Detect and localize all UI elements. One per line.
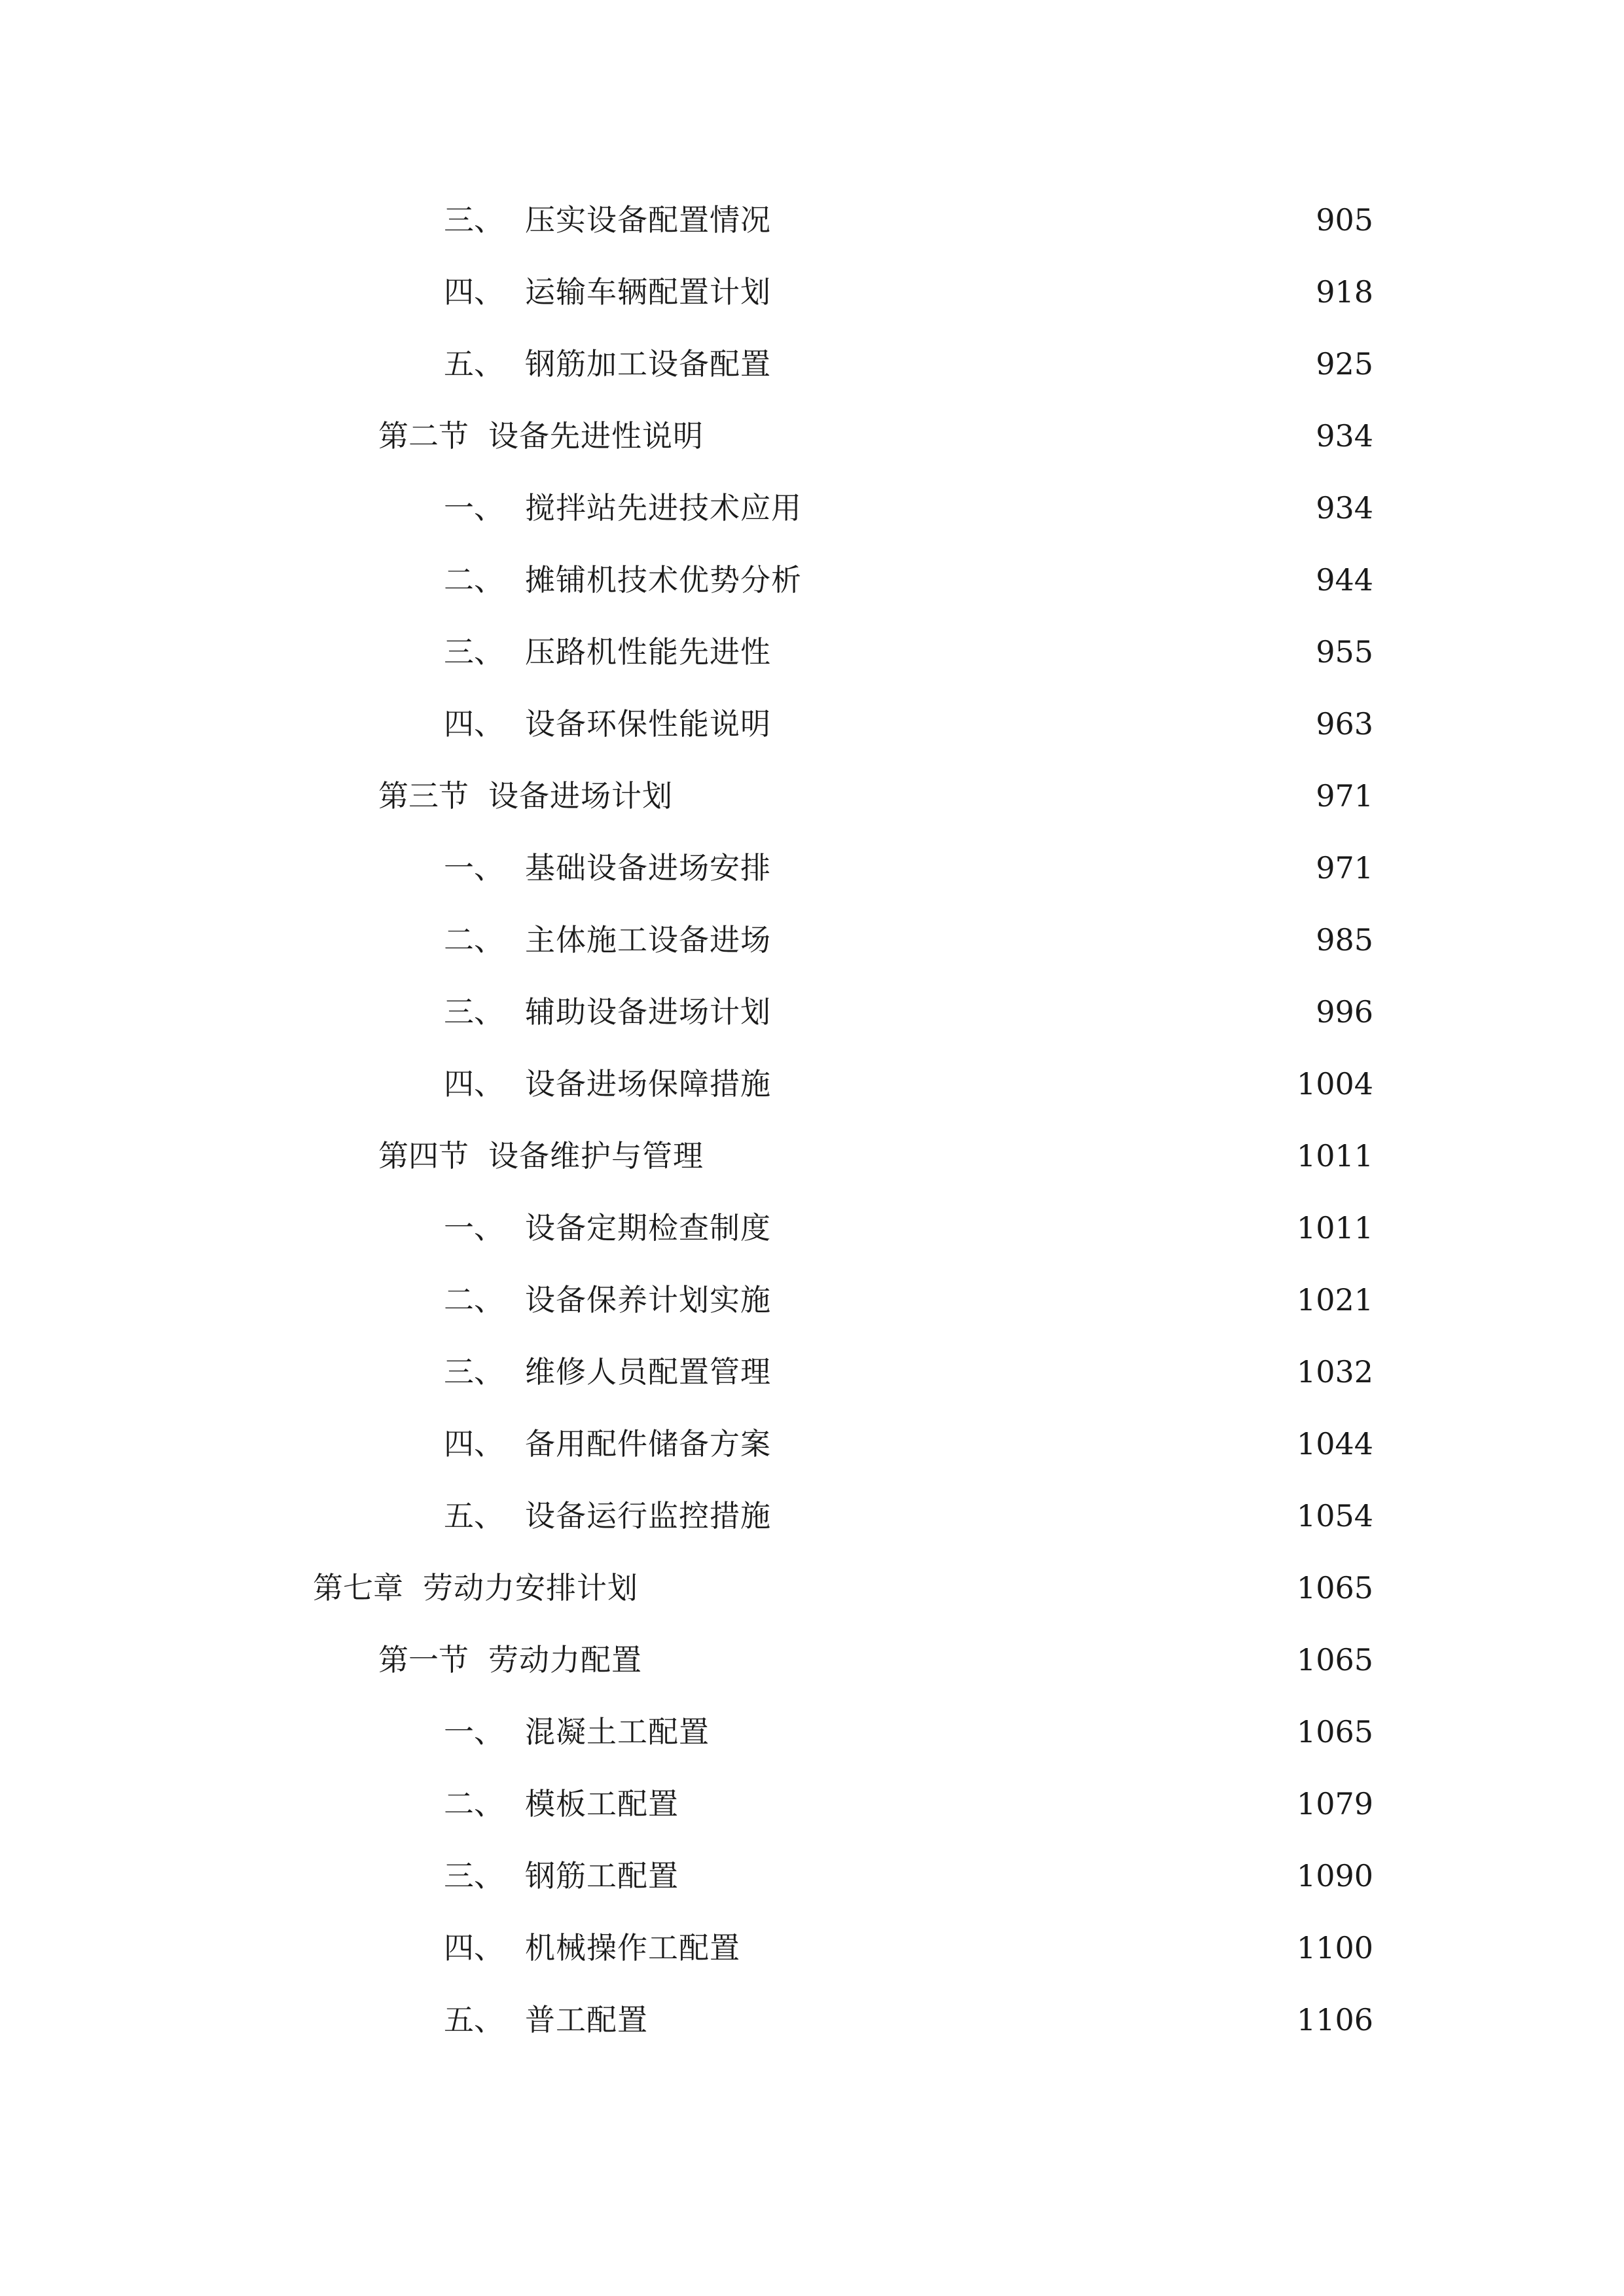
toc-entry[interactable]	[444, 1346, 1373, 1398]
toc-entry-page: 955	[1316, 634, 1373, 670]
dot-leader	[646, 1562, 1288, 1614]
toc-entry-number: 第四节	[378, 1138, 469, 1174]
toc-entry-page: 1004	[1296, 1066, 1373, 1102]
toc-entry[interactable]	[444, 626, 1373, 678]
toc-entry-number: 五、	[444, 1498, 504, 1534]
toc-entry[interactable]	[444, 842, 1373, 894]
toc-entry-number: 三、	[444, 994, 504, 1030]
toc-entry[interactable]	[444, 1850, 1373, 1902]
dot-leader	[712, 410, 1307, 462]
toc-entry[interactable]	[444, 1202, 1373, 1254]
toc-entry-title: 设备进场计划	[488, 778, 673, 814]
toc-entry-title: 维修人员配置管理	[525, 1354, 771, 1390]
dot-leader	[810, 482, 1307, 534]
dot-leader	[687, 1778, 1288, 1830]
toc-entry-title: 劳动力安排计划	[423, 1570, 638, 1605]
toc-entry-number: 一、	[444, 1210, 504, 1246]
toc-entry-number: 一、	[444, 850, 504, 886]
toc-entry-page: 963	[1316, 706, 1373, 742]
toc-entry-page: 1011	[1296, 1138, 1373, 1174]
dot-leader	[717, 1706, 1288, 1758]
toc-entry-title: 钢筋加工设备配置	[525, 346, 771, 382]
toc-entry-title: 运输车辆配置计划	[525, 274, 771, 310]
dot-leader	[712, 1130, 1288, 1182]
toc-entry-page: 1065	[1296, 1714, 1373, 1749]
toc-entry-title: 机械操作工配置	[525, 1930, 740, 1965]
dot-leader	[779, 1058, 1288, 1110]
toc-entry-title: 设备维护与管理	[488, 1138, 704, 1174]
toc-entry-page: 934	[1316, 418, 1373, 454]
dot-leader	[681, 770, 1307, 822]
toc-entry[interactable]	[444, 554, 1373, 606]
toc-entry-title: 设备进场保障措施	[525, 1066, 771, 1102]
toc-entry-number: 四、	[444, 1930, 504, 1965]
toc-entry-number: 第三节	[378, 778, 469, 814]
toc-entry[interactable]	[444, 1490, 1373, 1542]
toc-entry[interactable]	[444, 1994, 1373, 2046]
dot-leader	[779, 1418, 1288, 1470]
toc-entry[interactable]	[444, 1706, 1373, 1758]
toc-entry-page: 1032	[1296, 1354, 1373, 1390]
dot-leader	[779, 1202, 1288, 1254]
toc-entry[interactable]	[444, 1418, 1373, 1470]
toc-entry[interactable]	[444, 914, 1373, 966]
toc-entry-title: 设备先进性说明	[488, 418, 704, 454]
toc-entry[interactable]	[313, 1562, 1373, 1614]
toc-entry-page: 1090	[1296, 1858, 1373, 1893]
toc-entry-number: 二、	[444, 562, 504, 598]
toc-entry[interactable]	[378, 410, 1373, 462]
dot-leader	[779, 698, 1307, 750]
toc-entry-number: 第二节	[378, 418, 469, 454]
toc-entry-title: 搅拌站先进技术应用	[525, 490, 802, 526]
toc-entry[interactable]	[444, 698, 1373, 750]
toc-entry-number: 三、	[444, 1858, 504, 1893]
toc-entry-title: 模板工配置	[525, 1786, 679, 1821]
toc-entry-page: 1021	[1296, 1282, 1373, 1318]
toc-entry-title: 辅助设备进场计划	[525, 994, 771, 1030]
toc-entry-title: 基础设备进场安排	[525, 850, 771, 886]
toc-entry-title: 主体施工设备进场	[525, 922, 771, 958]
toc-entry[interactable]	[444, 1274, 1373, 1326]
dot-leader	[810, 554, 1307, 606]
toc-entry-number: 三、	[444, 1354, 504, 1390]
toc-entry-page: 1044	[1296, 1426, 1373, 1462]
dot-leader	[779, 986, 1307, 1038]
dot-leader	[779, 1346, 1288, 1398]
toc-entry-page: 925	[1316, 346, 1373, 382]
dot-leader	[687, 1850, 1288, 1902]
toc-entry[interactable]	[444, 482, 1373, 534]
toc-entry-title: 劳动力配置	[488, 1642, 642, 1677]
dot-leader	[779, 914, 1307, 966]
toc-entry-page: 1065	[1296, 1642, 1373, 1677]
toc-entry-number: 三、	[444, 634, 504, 670]
toc-entry[interactable]	[444, 1778, 1373, 1830]
toc-entry[interactable]	[444, 1922, 1373, 1974]
toc-entry-number: 二、	[444, 922, 504, 958]
toc-entry-page: 996	[1316, 994, 1373, 1030]
toc-entry-page: 1054	[1296, 1498, 1373, 1534]
toc-entry-number: 四、	[444, 706, 504, 742]
toc-entry-number: 第七章	[313, 1570, 403, 1605]
toc-entry-page: 1106	[1296, 2002, 1373, 2037]
toc-entry-page: 971	[1316, 778, 1373, 814]
toc-entry-page: 944	[1316, 562, 1373, 598]
toc-entry[interactable]	[444, 194, 1373, 246]
toc-entry-number: 一、	[444, 490, 504, 526]
toc-entry-number: 四、	[444, 1066, 504, 1102]
dot-leader	[650, 1634, 1288, 1686]
dot-leader	[779, 338, 1307, 390]
toc-entry-page: 971	[1316, 850, 1373, 886]
dot-leader	[779, 1490, 1288, 1542]
toc-entry-number: 五、	[444, 2002, 504, 2037]
toc-entry[interactable]	[378, 1634, 1373, 1686]
toc-entry-title: 备用配件储备方案	[525, 1426, 771, 1462]
toc-entry-page: 1011	[1296, 1210, 1373, 1246]
toc-entry[interactable]	[444, 266, 1373, 318]
toc-entry-title: 设备定期检查制度	[525, 1210, 771, 1246]
toc-entry-number: 四、	[444, 274, 504, 310]
dot-leader	[656, 1994, 1288, 2046]
toc-entry-number: 二、	[444, 1786, 504, 1821]
dot-leader	[779, 626, 1307, 678]
dot-leader	[779, 194, 1307, 246]
toc-entry-number: 三、	[444, 202, 504, 238]
toc-entry-page: 1079	[1296, 1786, 1373, 1821]
toc-entry-title: 设备运行监控措施	[525, 1498, 771, 1534]
dot-leader	[779, 1274, 1288, 1326]
toc-entry-number: 第一节	[378, 1642, 469, 1677]
toc-entry-number: 二、	[444, 1282, 504, 1318]
toc-entry-title: 摊铺机技术优势分析	[525, 562, 802, 598]
dot-leader	[748, 1922, 1288, 1974]
toc-entry-page: 934	[1316, 490, 1373, 526]
toc-entry-page: 985	[1316, 922, 1373, 958]
toc-entry[interactable]	[378, 1130, 1373, 1182]
toc-entry-page: 905	[1316, 202, 1373, 238]
dot-leader	[779, 266, 1307, 318]
toc-entry-title: 钢筋工配置	[525, 1858, 679, 1893]
toc-entry-number: 四、	[444, 1426, 504, 1462]
toc-entry-title: 设备保养计划实施	[525, 1282, 771, 1318]
toc-entry-number: 五、	[444, 346, 504, 382]
toc-entry-page: 918	[1316, 274, 1373, 310]
toc-entry[interactable]	[444, 1058, 1373, 1110]
toc-entry[interactable]	[444, 338, 1373, 390]
toc-entry-title: 混凝土工配置	[525, 1714, 710, 1749]
toc-entry[interactable]	[378, 770, 1373, 822]
dot-leader	[779, 842, 1307, 894]
toc-entry[interactable]	[444, 986, 1373, 1038]
toc-entry-number: 一、	[444, 1714, 504, 1749]
toc-entry-title: 压路机性能先进性	[525, 634, 771, 670]
toc-entry-title: 设备环保性能说明	[525, 706, 771, 742]
toc-entry-title: 普工配置	[525, 2002, 648, 2037]
toc-entry-page: 1100	[1296, 1930, 1373, 1965]
toc-entry-page: 1065	[1296, 1570, 1373, 1605]
toc-entry-title: 压实设备配置情况	[525, 202, 771, 238]
